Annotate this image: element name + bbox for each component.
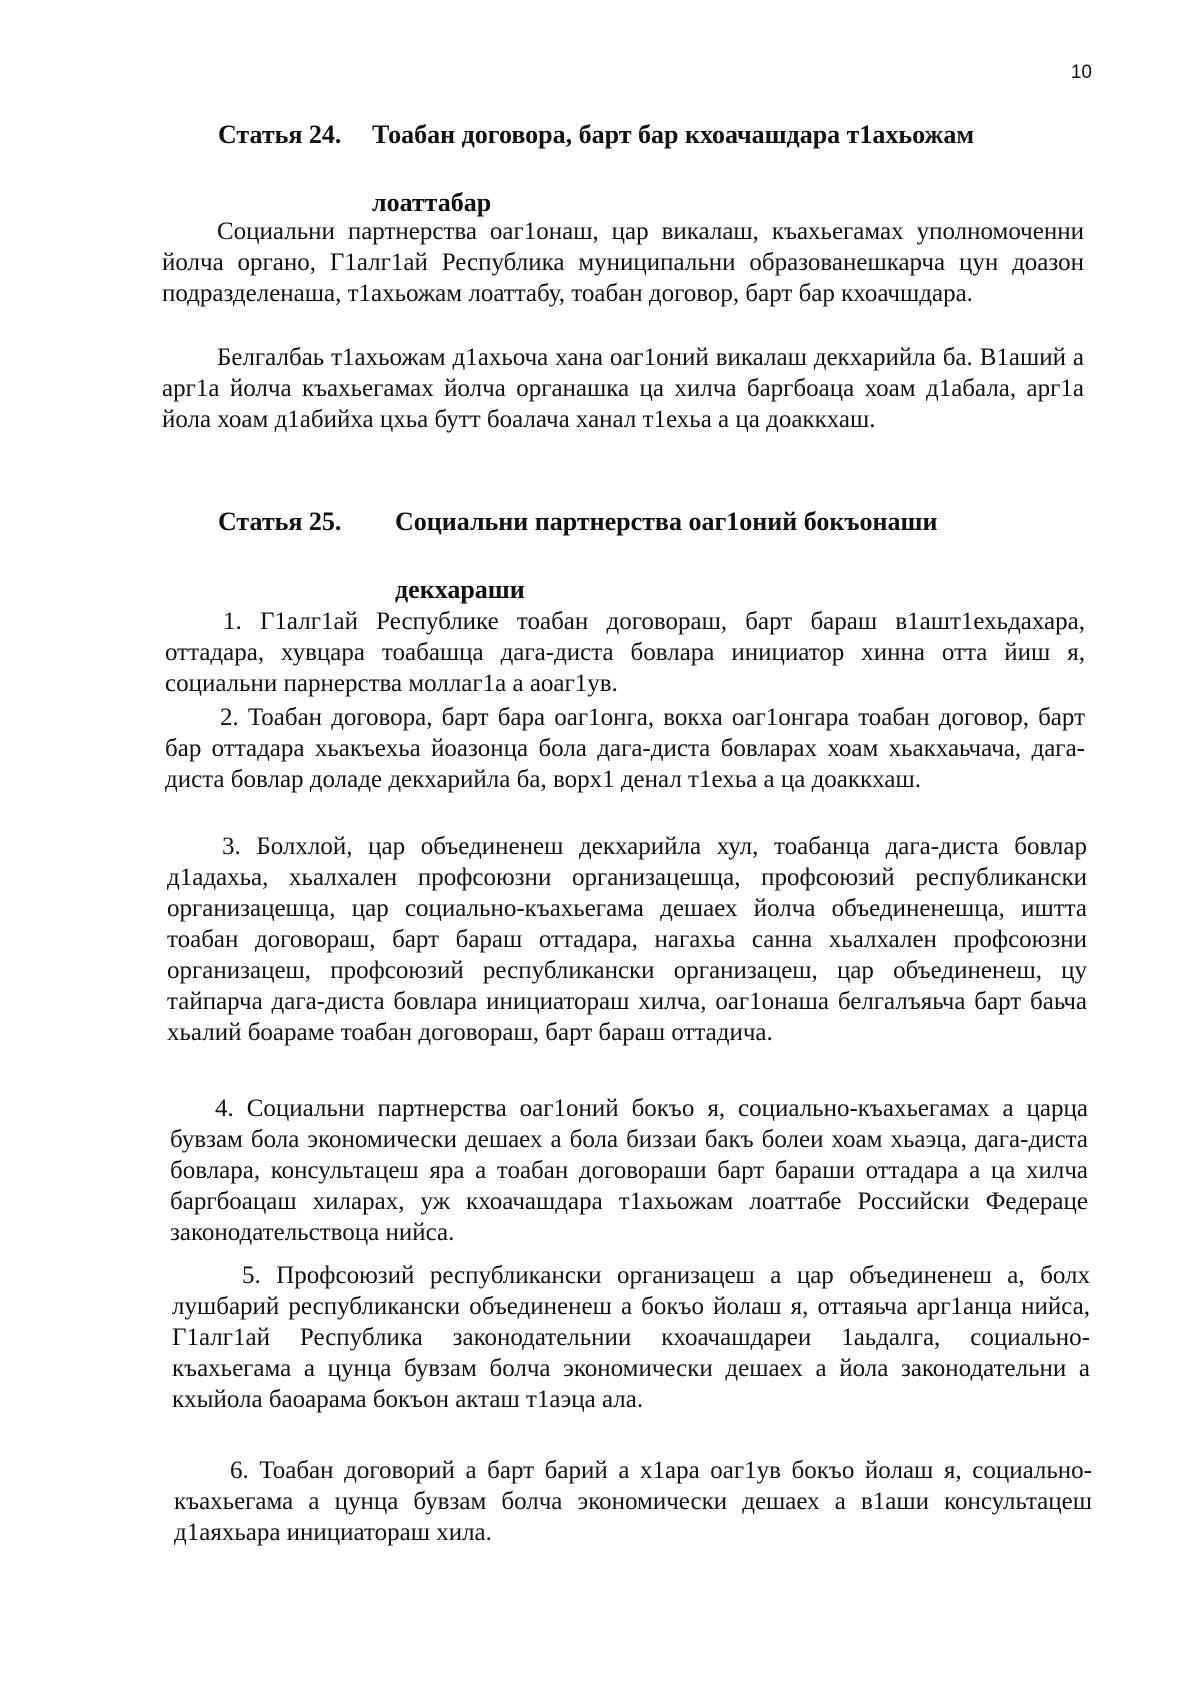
article-25-item-4: 4. Социальни партнерства оаг1оний бокъо я, социально-къахьегамах а царца бувзам бола экономически дешаех а бола биззаи бакъ болеи хоам хьаэца, дага-диста бовлара, консультацеш яра а тоабан договораши барт бараши оттадара а ца хилча баргбоацаш хиларах, уж кхоачашдара т1ахьожам лоаттабе Российски Федераце законодательствоца нийса. — [170, 1095, 1088, 1246]
article-24-label: Статья 24. — [218, 120, 342, 149]
page-number: 10 — [1070, 62, 1092, 83]
article-24-paragraph-2: Белгалбаь т1ахьожам д1ахьоча хана оаг1оний викалаш декхарийла ба. В1аший а арг1а йолча къахьегамах йолча органашка ца хилча баргбоаца хоам д1абала, арг1а йола хоам д1абийха цхьа бутт боалача ханал т1ехьа а ца доаккхаш. — [162, 344, 1084, 433]
article-25-item-2: 2. Тоабан договора, барт бара оаг1онга, вокха оаг1онгара тоабан договор, барт бар оттадара хьакъехьа йоазонца бола дага-диста бовларах хоам хьакхаьчача, дага-диста бовлар доладе декхарийла ба, ворх1 денал т1ехьа а ца доаккхаш. — [165, 704, 1085, 793]
article-25-item-3: 3. Болхлой, цар объединенеш декхарийла хул, тоабанца дага-диста бовлар д1адахьа, хьалхален профсоюзни организацешца, профсоюзий республикански организацешца, цар социально-къахьегама дешаех йолча объединенешца, иштта тоабан договораш, барт бараш оттадара, нагахьа санна хьалхален профсоюзни организацеш, профсоюзий республикански организацеш, цар объединенеш, цу тайпарча дага-диста бовлара инициатораш хилча, оаг1онаша белгалъяьча барт баьча хьалий боараме тоабан договораш, барт бараш оттадича. — [167, 833, 1087, 1046]
article-25-label: Статья 25. — [218, 507, 342, 536]
article-24-title-line1: Тоабан договора, барт бар кхоачашдара т1ахьожам — [372, 120, 975, 149]
article-25-heading — [218, 505, 1082, 607]
article-25-item-5: 5. Профсоюзий республикански организацеш а цар объединенеш а, болх лушбарий республикански объединенеш а бокъо йолаш я, оттаяьча арг1анца нийса, Г1алг1ай Республика законодательнии кхоачашдареи 1аьдалга, социально-къахьегама а цунца бувзам болча экономически дешаех а йола законодательни а кхыйола баоарама бокъон акташ т1аэца ала. — [172, 1262, 1090, 1413]
article-24-title-line2: лоаттабар — [372, 188, 492, 217]
article-25-item-1: 1. Г1алг1ай Республике тоабан договораш, барт бараш в1ашт1ехьдахара, оттадара, хувцара тоабашца дага-диста бовлара инициатор хинна отта йиш я, социальни парнерства моллаг1а а аоаг1ув. — [165, 608, 1085, 697]
article-24-heading — [218, 118, 1082, 220]
article-24-paragraph-1: Социальни партнерства оаг1онаш, цар викалаш, къахьегамах уполномоченни йолча органо, Г1алг1ай Республика муниципальни образованешкарча цун доазон подразделенаша, т1ахьожам лоаттабу, тоабан договор, барт бар кхоачшдара. — [162, 218, 1084, 307]
article-25-item-6: 6. Тоабан договорий а барт барий а х1ара оаг1ув бокъо йолаш я, социально-къахьегама а цунца бувзам болча экономически дешаех а в1аши консультацеш д1аяхьара инициатораш хила. — [174, 1457, 1092, 1546]
article-25-title-line1: Социальни партнерства оаг1оний бокъонаши — [395, 507, 938, 536]
article-25-title-line2: декхараши — [395, 575, 525, 604]
